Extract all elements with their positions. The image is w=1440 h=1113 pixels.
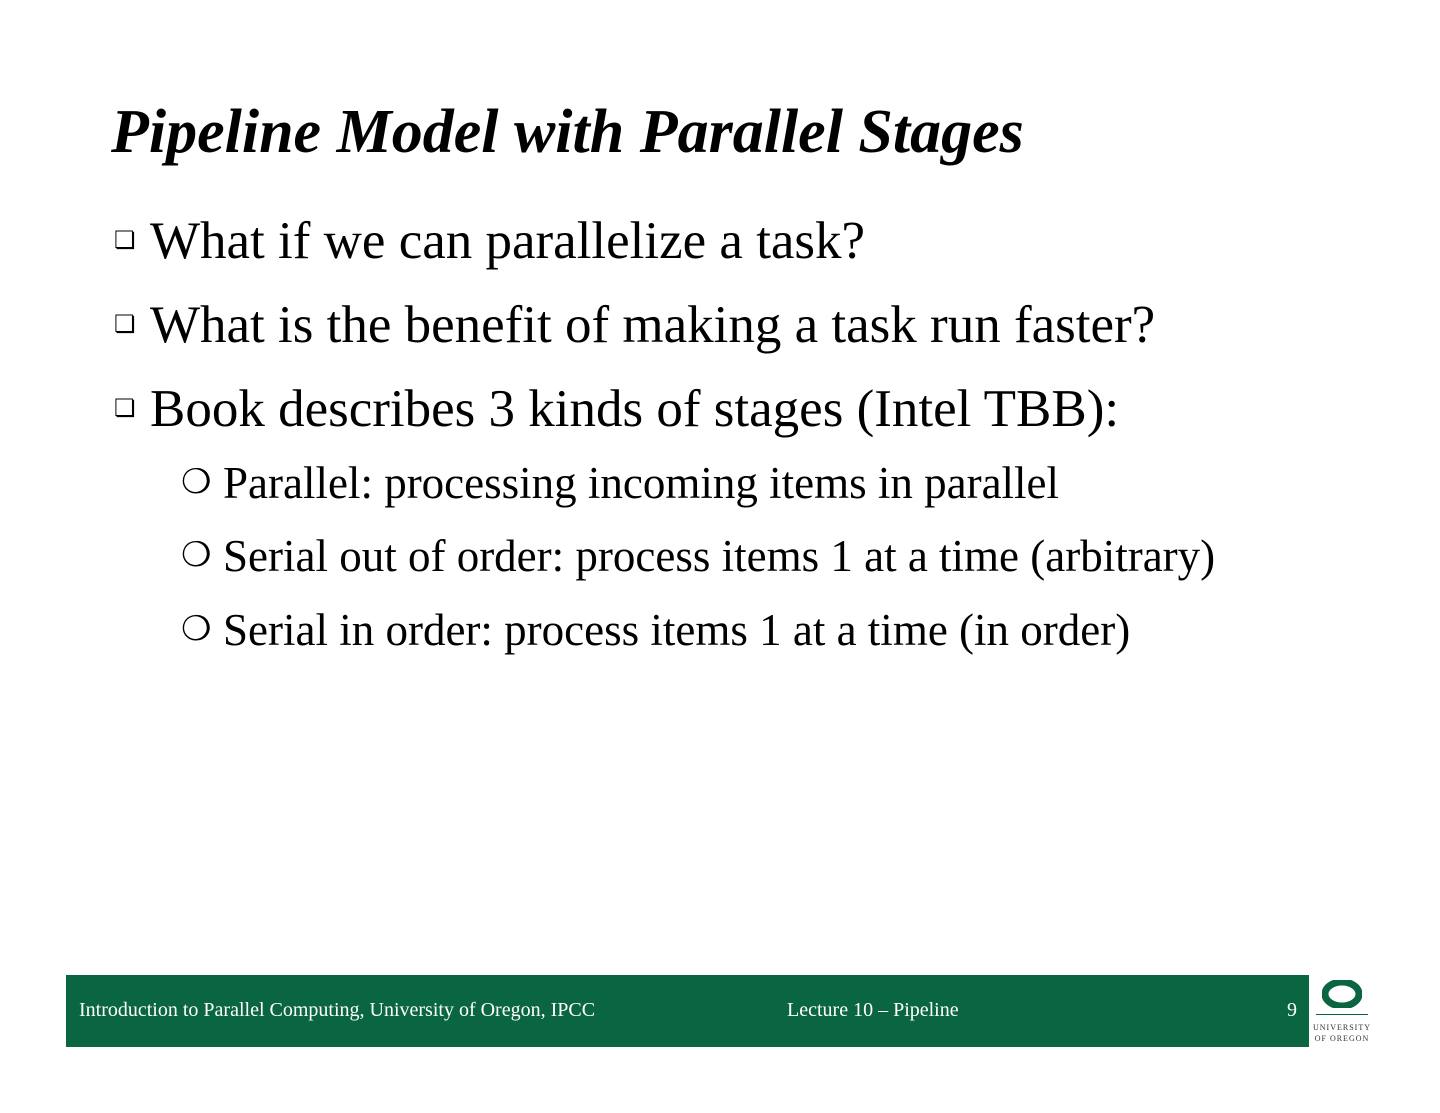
sub-bullet-item (181, 604, 1130, 656)
oregon-o-icon (1322, 980, 1362, 1008)
circle-bullet-icon: ❍ (181, 464, 212, 501)
slide-title: Pipeline Model with Parallel Stages (111, 98, 1024, 166)
sub-bullet-text: Serial in order: process items 1 at a time (in order) (223, 605, 1131, 655)
square-bullet-icon: ❏ (114, 396, 136, 422)
square-bullet-icon: ❏ (114, 312, 136, 338)
footer-course-title: Introduction to Parallel Computing, University of Oregon, IPCC (79, 999, 596, 1021)
bullet-text: Book describes 3 kinds of stages (Intel TBB): (150, 380, 1120, 438)
bullet-item (114, 379, 1119, 439)
university-logo (1312, 976, 1372, 1048)
circle-bullet-icon: ❍ (181, 537, 212, 574)
page-number: 9 (1287, 999, 1297, 1021)
sub-bullet-item (181, 457, 1059, 509)
bullet-item (114, 211, 865, 271)
logo-text-of-oregon: OF OREGON (1314, 1034, 1370, 1043)
circle-bullet-icon: ❍ (181, 611, 212, 648)
sub-bullet-text: Serial out of order: process items 1 at a time (arbitrary) (223, 531, 1216, 581)
square-bullet-icon: ❏ (114, 228, 136, 254)
logo-text-university: UNIVERSITY (1313, 1023, 1371, 1032)
sub-bullet-item (181, 530, 1215, 582)
footer-lecture-title: Lecture 10 – Pipeline (787, 999, 959, 1021)
sub-bullet-text: Parallel: processing incoming items in parallel (223, 458, 1060, 508)
footer-bar (66, 975, 1309, 1047)
bullet-item (114, 295, 1155, 355)
bullet-text: What if we can parallelize a task? (150, 212, 866, 270)
bullet-text: What is the benefit of making a task run faster? (150, 296, 1156, 354)
logo-divider (1316, 1014, 1368, 1015)
